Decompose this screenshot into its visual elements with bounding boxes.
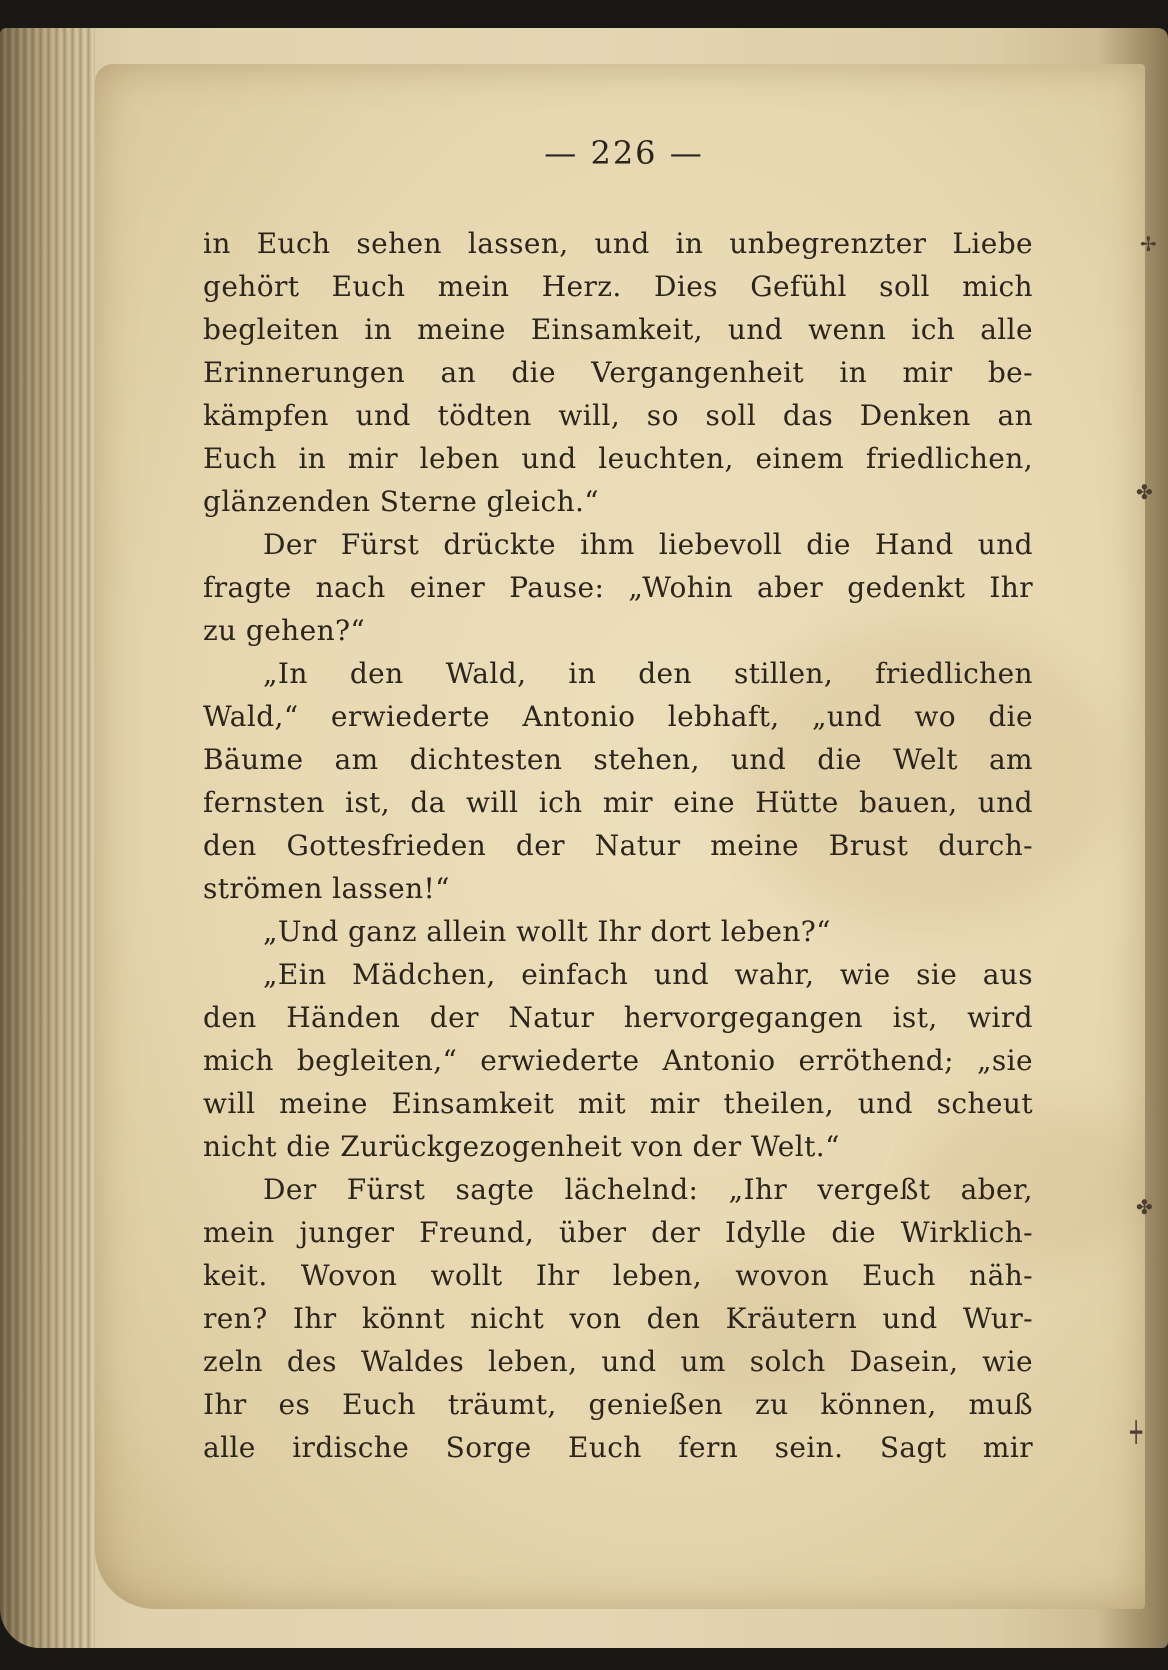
margin-mark: ✤ [1136,480,1153,504]
margin-mark: ✢ [1140,232,1157,256]
text-line: Der Fürst drückte ihm liebevoll die Hand und [263,528,1033,561]
text-line: fernsten ist, da will ich mir eine Hütte bauen, und [203,786,1033,819]
text-line: Wald,“ erwiederte Antonio lebhaft, „und wo die [203,700,1033,733]
text-line: „Und ganz allein wollt Ihr dort leben?“ [263,915,831,948]
text-line: zeln des Waldes leben, und um solch Dasein, wie [203,1345,1033,1378]
text-line: glänzenden Sterne gleich.“ [203,485,600,518]
text-line: begleiten in meine Einsamkeit, und wenn ich alle [203,313,1033,346]
text-line: will meine Einsamkeit mit mir theilen, und scheut [203,1087,1033,1120]
text-line: Erinnerungen an die Vergangenheit in mir be- [203,356,1033,389]
text-line: nicht die Zurückgezogenheit von der Welt.“ [203,1130,840,1163]
text-line: Ihr es Euch träumt, genießen zu können, muß [203,1388,1033,1421]
margin-mark: ┿ [1130,1420,1143,1444]
text-line: Euch in mir leben und leuchten, einem friedlichen, [203,442,1033,475]
text-line: alle irdische Sorge Euch fern sein. Sagt mir [203,1431,1033,1464]
text-line: in Euch sehen lassen, und in unbegrenzter Liebe [203,227,1033,260]
text-line: mich begleiten,“ erwiederte Antonio erröthend; „sie [203,1044,1033,1077]
text-line: den Händen der Natur hervorgegangen ist, wird [203,1001,1033,1034]
text-line: den Gottesfrieden der Natur meine Brust durch- [203,829,1033,862]
page-edges [0,28,95,1648]
text-line: zu gehen?“ [203,614,366,647]
text-line: Bäume am dichtesten stehen, und die Welt am [203,743,1033,776]
text-line: kämpfen und tödten will, so soll das Denken an [203,399,1033,432]
text-line: strömen lassen!“ [203,872,450,905]
margin-mark: ✤ [1136,1195,1153,1219]
text-line: keit. Wovon wollt Ihr leben, wovon Euch näh- [203,1259,1033,1292]
text-line: gehört Euch mein Herz. Dies Gefühl soll mich [203,270,1033,303]
text-line: mein junger Freund, über der Idylle die Wirklich- [203,1216,1033,1249]
body-text [203,222,1033,1469]
text-line: „Ein Mädchen, einfach und wahr, wie sie aus [263,958,1033,991]
page-number: — 226 — [544,134,704,172]
text-line: „In den Wald, in den stillen, friedlichen [263,657,1033,690]
text-line: Der Fürst sagte lächelnd: „Ihr vergeßt aber, [263,1173,1033,1206]
text-line: fragte nach einer Pause: „Wohin aber gedenkt Ihr [203,571,1033,604]
text-line: ren? Ihr könnt nicht von den Kräutern und Wur- [203,1302,1033,1335]
